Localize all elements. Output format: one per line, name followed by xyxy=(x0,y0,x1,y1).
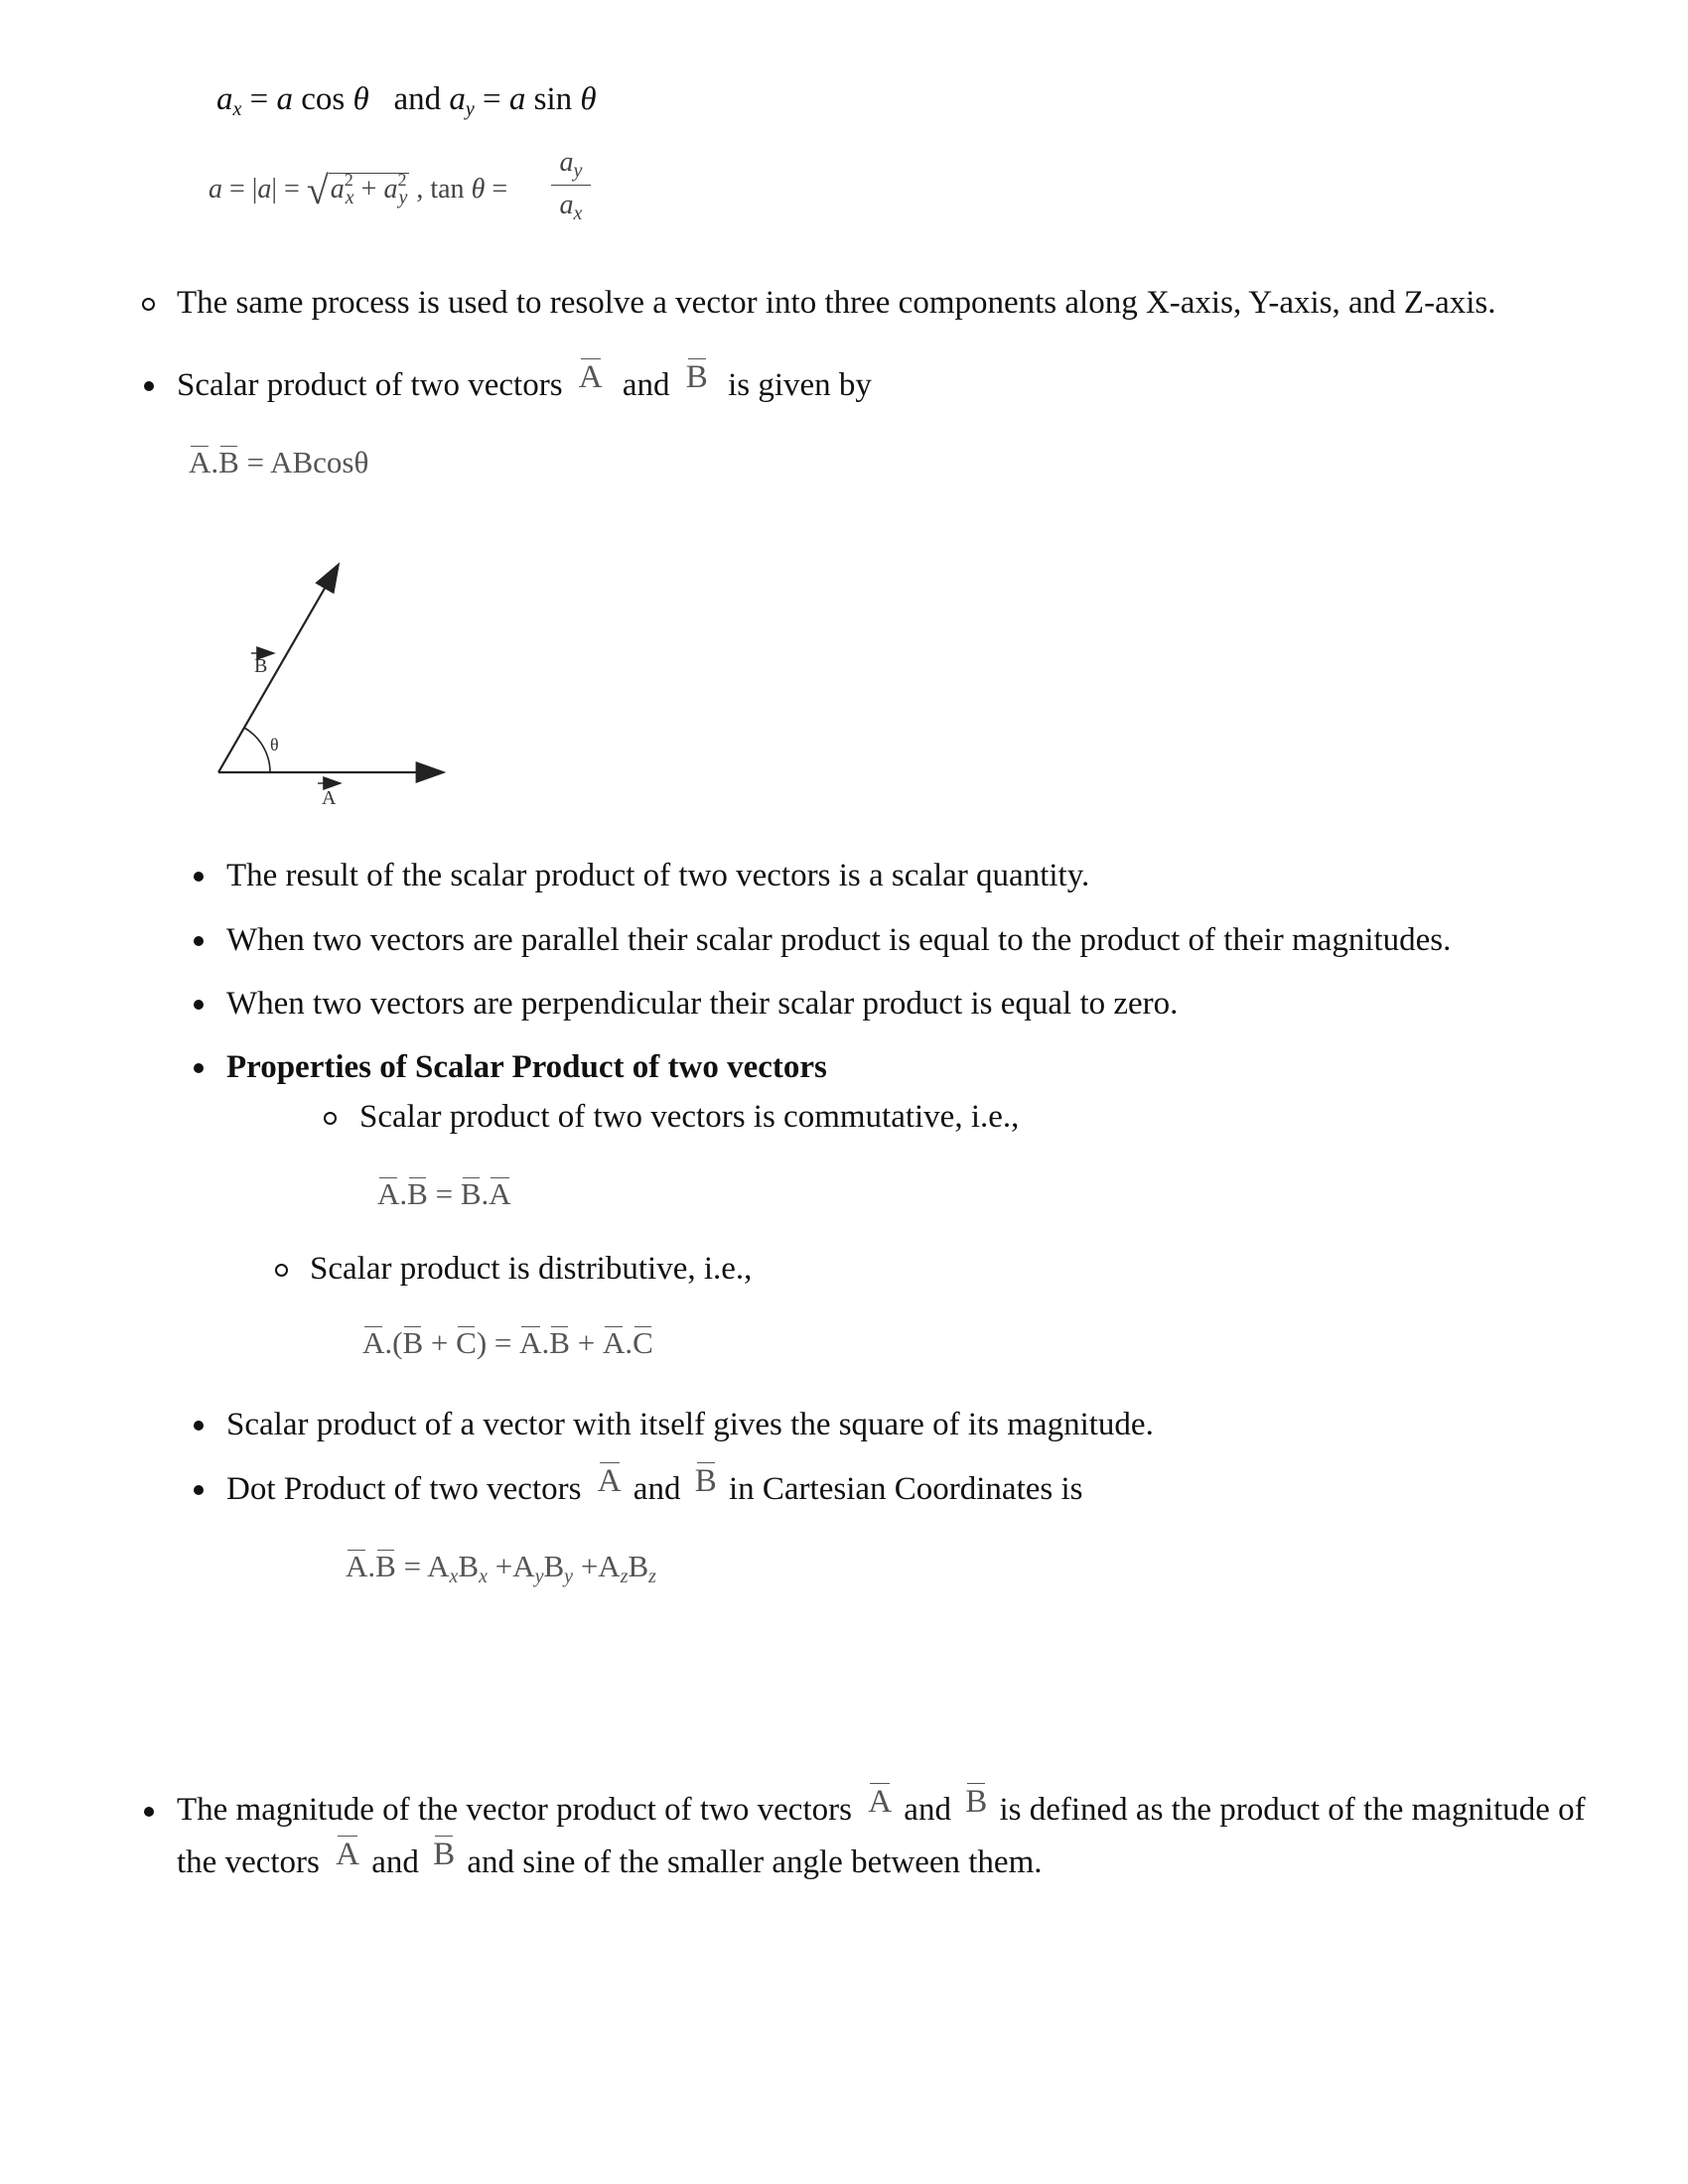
vector-b-label: B xyxy=(254,655,268,677)
vector-a-symbol: A xyxy=(868,1784,893,1820)
vector-b-symbol: B xyxy=(685,359,708,395)
list-bullet xyxy=(194,1000,204,1010)
formula-components: $a_x = a$ cos θ and $a_y = a$ sin θ xyxy=(216,81,597,120)
vector-mag-and: and xyxy=(371,1844,419,1880)
square-magnitude-text: Scalar product of a vector with itself gives the square of its magnitude. xyxy=(226,1407,1154,1442)
angle-arc xyxy=(244,728,270,772)
vector-mag-text-4: and sine of the smaller angle between them. xyxy=(467,1844,1043,1880)
commutative-text: Scalar product of two vectors is commutative, i.e., xyxy=(359,1099,1020,1135)
list-bullet-circle xyxy=(324,1112,337,1125)
vector-mag-text-2: is defined as the product of the magnitude of xyxy=(999,1792,1586,1828)
vector-mag-text-1: The magnitude of the vector product of two vectors xyxy=(177,1792,852,1828)
distributive-text: Scalar product is distributive, i.e., xyxy=(310,1251,753,1287)
list-bullet xyxy=(194,1063,204,1073)
list-bullet xyxy=(194,1421,204,1431)
vector-diagram xyxy=(199,556,457,824)
vector-magnitude-line-1 xyxy=(177,1784,1586,1830)
perpendicular-text: When two vectors are perpendicular their scalar product is equal to zero. xyxy=(226,986,1179,1022)
scalar-intro-text-1: Scalar product of two vectors xyxy=(177,367,563,403)
vector-b-symbol: B xyxy=(694,1463,717,1499)
formula-scalar-definition: A.B = ABcosθ xyxy=(189,445,369,479)
scalar-intro-and: and xyxy=(622,367,670,403)
dot-product-line xyxy=(226,1463,1083,1509)
three-components-text: The same process is used to resolve a vector into three components along X-axis, Y-axis, and Z-axis. xyxy=(177,285,1496,321)
list-bullet xyxy=(144,1807,154,1817)
parallel-text: When two vectors are parallel their scalar product is equal to the product of their magnitudes. xyxy=(226,922,1452,958)
dot-product-text-1: Dot Product of two vectors xyxy=(226,1471,582,1507)
list-bullet xyxy=(194,872,204,882)
list-bullet-circle xyxy=(142,298,155,311)
formula-commutative: A.B = B.A xyxy=(377,1176,511,1211)
vector-b-symbol: B xyxy=(965,1784,988,1820)
dot-product-text-2: in Cartesian Coordinates is xyxy=(728,1471,1083,1507)
list-bullet-circle xyxy=(275,1264,288,1277)
vector-a-symbol: A xyxy=(578,359,603,395)
list-bullet xyxy=(194,1485,204,1495)
vector-magnitude-line-2 xyxy=(177,1837,1043,1882)
vector-mag-text-3: the vectors xyxy=(177,1844,320,1880)
scalar-intro-line xyxy=(177,359,872,405)
theta-label: θ xyxy=(270,735,279,754)
vector-a-symbol: A xyxy=(597,1463,622,1499)
properties-heading: Properties of Scalar Product of two vectors xyxy=(226,1049,827,1085)
vector-a-symbol: A xyxy=(336,1837,359,1872)
dot-product-and: and xyxy=(633,1471,681,1507)
list-bullet xyxy=(144,381,154,391)
vector-a-label: A xyxy=(322,787,337,809)
formula-distributive: A.(B + C) = A.B + A.C xyxy=(362,1325,653,1360)
formula-cartesian: $A.B = A_xB_x +A_yB_y +A_zB_z$ xyxy=(346,1549,656,1587)
list-bullet xyxy=(194,936,204,946)
scalar-intro-text-2: is given by xyxy=(728,367,872,403)
vector-b-symbol: B xyxy=(433,1837,456,1872)
vector-mag-and: and xyxy=(904,1792,951,1828)
result-scalar-text: The result of the scalar product of two vectors is a scalar quantity. xyxy=(226,858,1090,893)
